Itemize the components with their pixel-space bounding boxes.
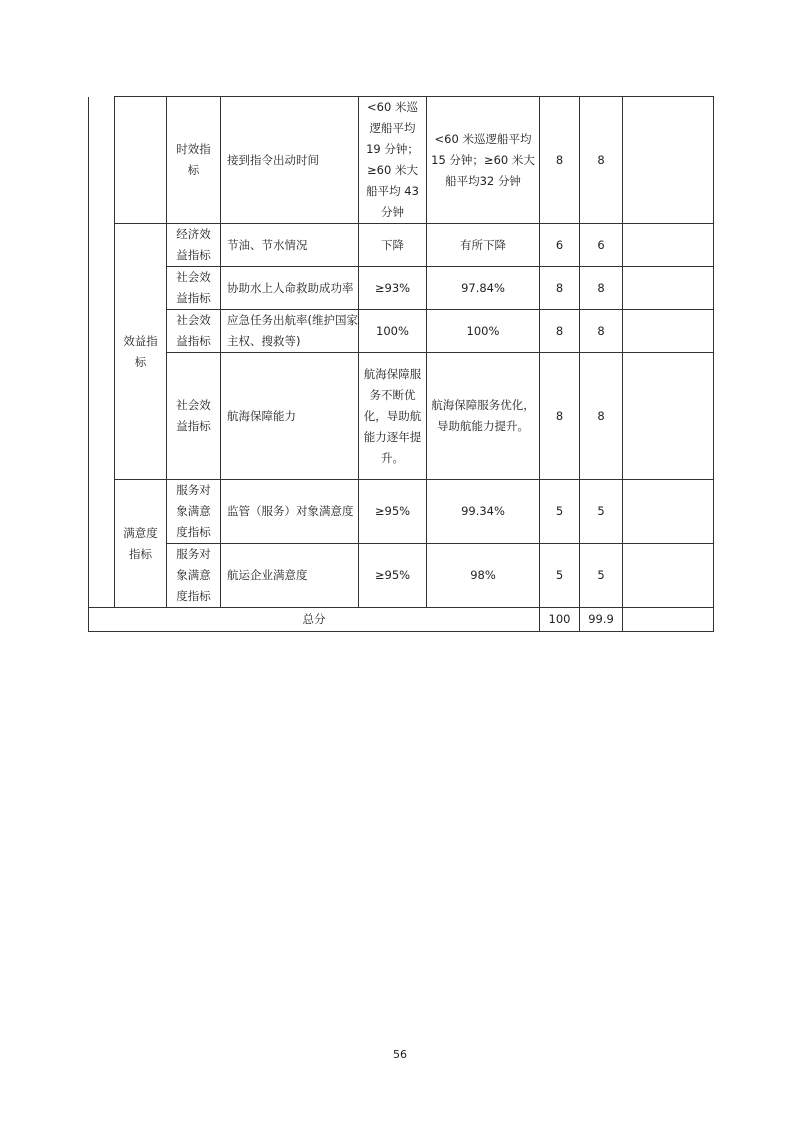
actual-value-cell: 100% xyxy=(427,310,540,353)
actual-value-cell: 98% xyxy=(427,544,540,608)
score-cell: 6 xyxy=(580,224,623,267)
performance-indicator-table xyxy=(88,96,714,632)
total-row xyxy=(89,608,714,632)
level3-indicator-cell: 社会效益指标 xyxy=(167,310,221,353)
indicator-name-cell: 监管（服务）对象满意度 xyxy=(221,480,359,544)
level1-indicator-cell xyxy=(89,97,115,608)
level2-indicator-cell xyxy=(115,97,167,224)
score-cell: 8 xyxy=(580,267,623,310)
total-label: 总分 xyxy=(89,608,540,632)
actual-value-cell: 航海保障服务优化，导助航能力提升。 xyxy=(427,353,540,480)
score-cell: 8 xyxy=(580,353,623,480)
target-value-cell: ≥95% xyxy=(359,480,427,544)
weight-cell: 5 xyxy=(540,480,580,544)
table-row xyxy=(89,480,714,544)
page-number: 56 xyxy=(393,1048,407,1061)
level3-indicator-cell: 社会效益指标 xyxy=(167,353,221,480)
table-row xyxy=(89,97,714,224)
indicator-name-cell: 接到指令出动时间 xyxy=(221,97,359,224)
remark-cell xyxy=(623,353,714,480)
level3-indicator-cell: 服务对象满意度指标 xyxy=(167,544,221,608)
remark-cell xyxy=(623,267,714,310)
weight-cell: 8 xyxy=(540,267,580,310)
weight-cell: 8 xyxy=(540,310,580,353)
table-row xyxy=(89,310,714,353)
level3-indicator-cell: 服务对象满意度指标 xyxy=(167,480,221,544)
score-cell: 8 xyxy=(580,310,623,353)
total-remark xyxy=(623,608,714,632)
remark-cell xyxy=(623,480,714,544)
level3-indicator-cell: 经济效益指标 xyxy=(167,224,221,267)
remark-cell xyxy=(623,310,714,353)
level3-indicator-cell: 时效指标 xyxy=(167,97,221,224)
weight-cell: 6 xyxy=(540,224,580,267)
remark-cell xyxy=(623,97,714,224)
target-value-cell: <60 米巡逻船平均19 分钟；≥60 米大船平均 43 分钟 xyxy=(359,97,427,224)
table-row xyxy=(89,267,714,310)
actual-value-cell: 99.34% xyxy=(427,480,540,544)
actual-value-cell: 有所下降 xyxy=(427,224,540,267)
remark-cell xyxy=(623,224,714,267)
level2-indicator-cell: 效益指标 xyxy=(115,224,167,480)
total-score: 99.9 xyxy=(580,608,623,632)
score-cell: 5 xyxy=(580,480,623,544)
level2-indicator-cell: 满意度指标 xyxy=(115,480,167,608)
actual-value-cell: 97.84% xyxy=(427,267,540,310)
target-value-cell: 下降 xyxy=(359,224,427,267)
indicator-name-cell: 节油、节水情况 xyxy=(221,224,359,267)
total-weight: 100 xyxy=(540,608,580,632)
table-row xyxy=(89,224,714,267)
indicator-name-cell: 航运企业满意度 xyxy=(221,544,359,608)
target-value-cell: 100% xyxy=(359,310,427,353)
level3-indicator-cell: 社会效益指标 xyxy=(167,267,221,310)
score-cell: 5 xyxy=(580,544,623,608)
table-row xyxy=(89,544,714,608)
weight-cell: 8 xyxy=(540,97,580,224)
indicator-name-cell: 航海保障能力 xyxy=(221,353,359,480)
indicator-name-cell: 应急任务出航率(维护国家主权、搜救等) xyxy=(221,310,359,353)
weight-cell: 8 xyxy=(540,353,580,480)
actual-value-cell: <60 米巡逻船平均15 分钟；≥60 米大船平均32 分钟 xyxy=(427,97,540,224)
target-value-cell: 航海保障服务不断优化，导助航能力逐年提升。 xyxy=(359,353,427,480)
target-value-cell: ≥95% xyxy=(359,544,427,608)
weight-cell: 5 xyxy=(540,544,580,608)
remark-cell xyxy=(623,544,714,608)
table-row xyxy=(89,353,714,480)
score-cell: 8 xyxy=(580,97,623,224)
indicator-name-cell: 协助水上人命救助成功率 xyxy=(221,267,359,310)
target-value-cell: ≥93% xyxy=(359,267,427,310)
